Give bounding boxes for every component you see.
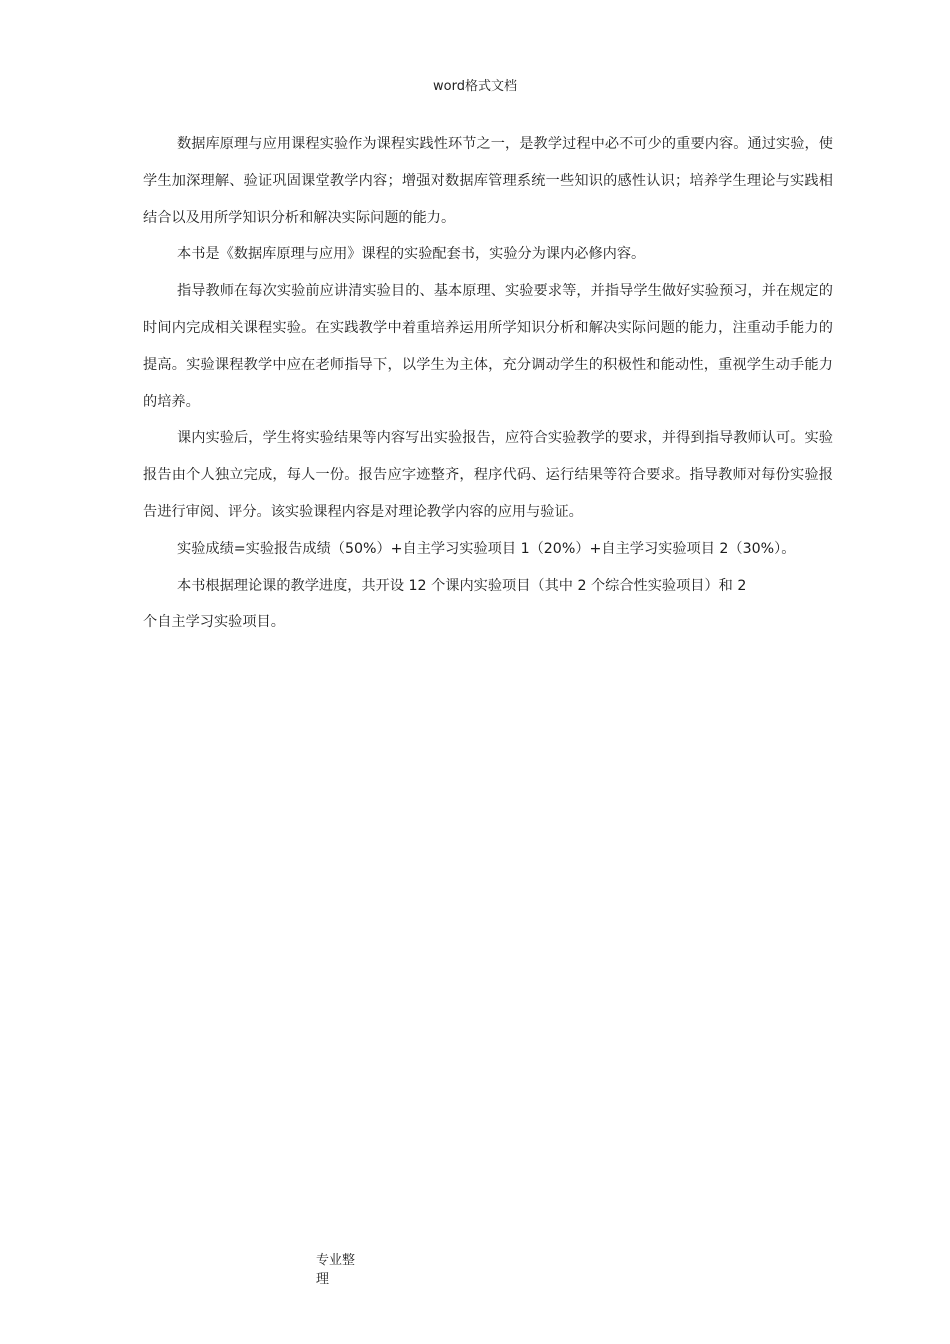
footer-line-2: 理: [316, 1272, 330, 1287]
footer-line-1: 专业整: [316, 1253, 356, 1268]
paragraph-teacher-guidance: 指导教师在每次实验前应讲清实验目的、基本原理、实验要求等，并指导学生做好实验预习，并在规定的时间内完成相关课程实验。在实践教学中着重培养运用所学知识分析和解决实际问题的能力，注重动手能力的提高。实验课程教学中应在老师指导下，以学生为主体，充分调动学生的积极性和能动性，重视学生动手能力的培养。: [143, 283, 833, 410]
paragraph-report-requirements: 课内实验后，学生将实验结果等内容写出实验报告，应符合实验教学的要求，并得到指导教师认可。实验报告由个人独立完成，每人一份。报告应字迹整齐，程序代码、运行结果等符合要求。指导教师对每份实验报告进行审阅、评分。该实验课程内容是对理论教学内容的应用与验证。: [143, 430, 833, 520]
paragraph-project-count: 本书根据理论课的教学进度，共开设 12 个课内实验项目（其中 2 个综合性实验项目）和 2: [177, 577, 747, 594]
document-body: [143, 126, 833, 641]
paragraph-book-scope: 本书是《数据库原理与应用》课程的实验配套书，实验分为课内必修内容。: [177, 246, 646, 263]
paragraph-intro: 数据库原理与应用课程实验作为课程实践性环节之一，是教学过程中必不可少的重要内容。通过实验，使学生加深理解、验证巩固课堂教学内容；增强对数据库管理系统一些知识的感性认识；培养学生理论与实践相结合以及用所学知识分析和解决实际问题的能力。: [143, 136, 833, 226]
page-footer: [316, 1251, 376, 1289]
paragraph-project-count-continued: 个自主学习实验项目。: [143, 614, 285, 631]
paragraph-grading-formula: 实验成绩=实验报告成绩（50%）+自主学习实验项目 1（20%）+自主学习实验项目 2（30%）。: [177, 540, 796, 557]
page-header: word格式文档: [433, 79, 517, 94]
